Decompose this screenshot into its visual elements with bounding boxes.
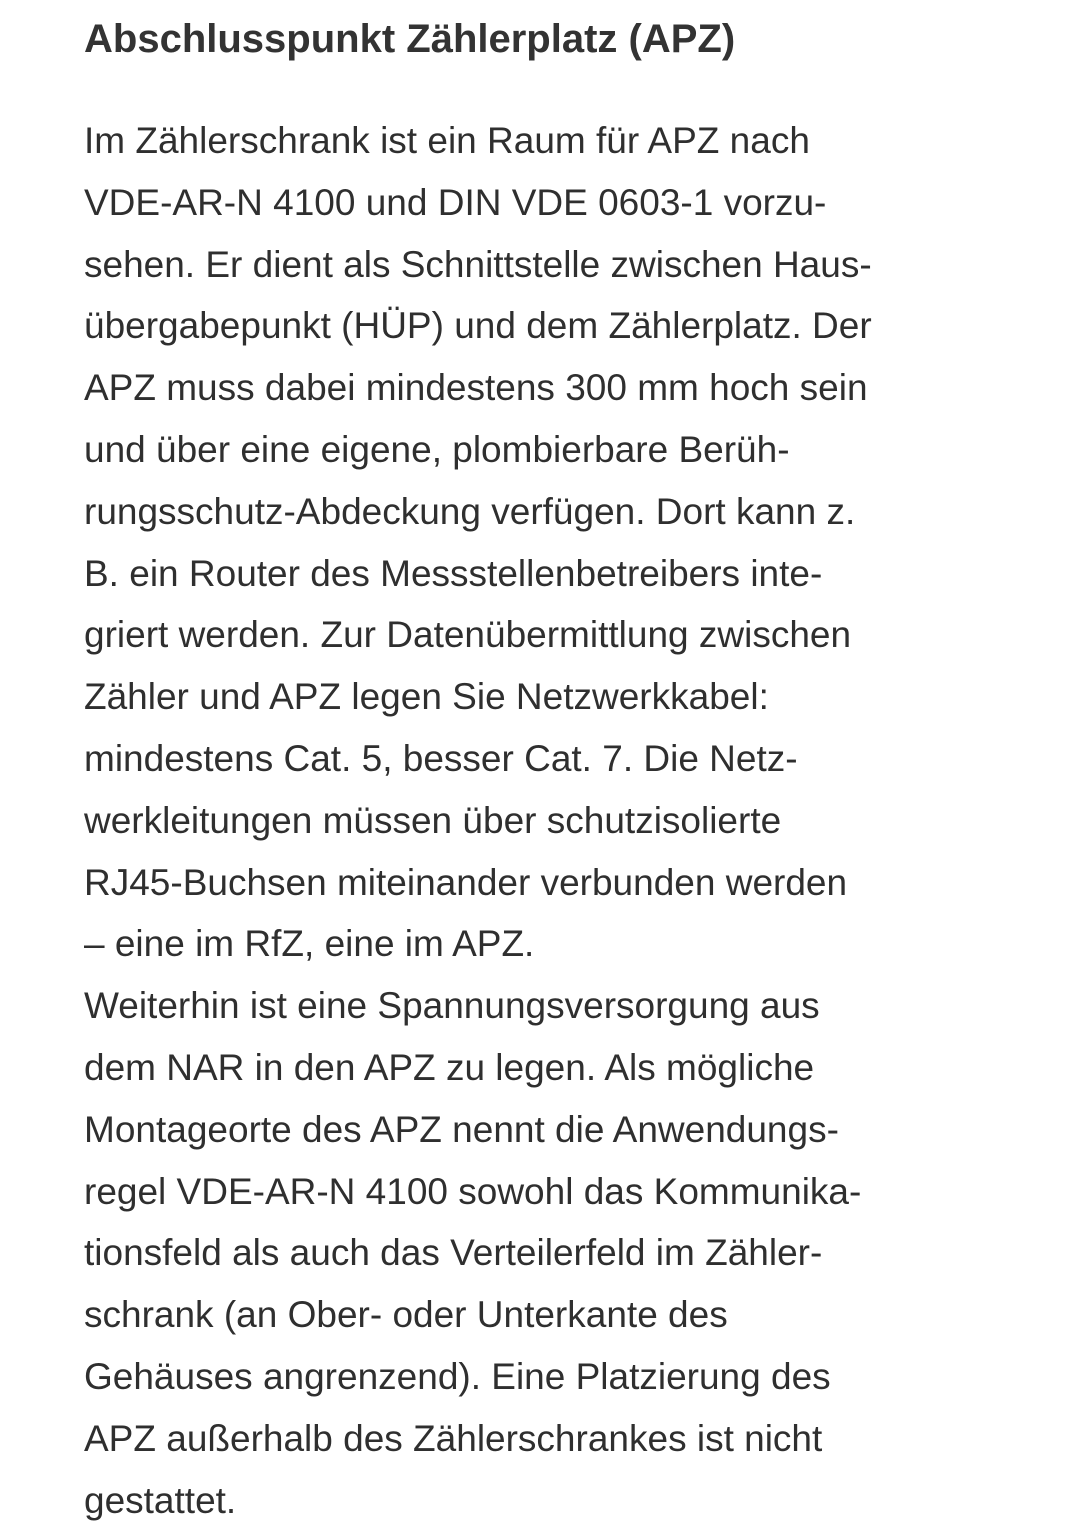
article-title: Abschlusspunkt Zählerplatz (APZ): [84, 17, 736, 61]
text-line: rungsschutz-Abdeckung verfügen. Dort kann z.: [84, 490, 856, 532]
text-line: Montageorte des APZ nennt die Anwendungs-: [84, 1108, 839, 1150]
text-line: und über eine eigene, plombierbare Berüh-: [84, 428, 790, 470]
text-line: tionsfeld als auch das Verteilerfeld im Zähler-: [84, 1232, 823, 1274]
text-line: – eine im RfZ, eine im APZ.: [84, 923, 535, 965]
text-line: schrank (an Ober- oder Unterkante des: [84, 1294, 728, 1336]
text-line: RJ45-Buchsen miteinander verbunden werden: [84, 861, 848, 903]
text-line: Zähler und APZ legen Sie Netzwerkkabel:: [84, 676, 769, 718]
text-line: APZ muss dabei mindestens 300 mm hoch sein: [84, 367, 868, 409]
text-line: B. ein Router des Messstellenbetreibers inte-: [84, 552, 823, 594]
text-line: Gehäuses angrenzend). Eine Platzierung des: [84, 1355, 831, 1397]
text-line: sehen. Er dient als Schnittstelle zwischen Haus-: [84, 243, 872, 285]
text-line: regel VDE-AR-N 4100 sowohl das Kommunika-: [84, 1170, 862, 1212]
article: [84, 14, 1014, 1531]
text-line: griert werden. Zur Datenübermittlung zwischen: [84, 614, 852, 656]
text-line: gestattet.: [84, 1479, 237, 1521]
text-line: dem NAR in den APZ zu legen. Als mögliche: [84, 1046, 815, 1088]
text-line: übergabepunkt (HÜP) und dem Zählerplatz. Der: [84, 305, 872, 347]
text-line: Weiterhin ist eine Spannungsversorgung aus: [84, 985, 820, 1027]
text-line: VDE-AR-N 4100 und DIN VDE 0603-1 vorzu-: [84, 181, 827, 223]
article-paragraph-1: [84, 110, 1014, 975]
text-line: mindestens Cat. 5, besser Cat. 7. Die Netz-: [84, 737, 798, 779]
article-paragraph-2: [84, 975, 1014, 1531]
text-line: werkleitungen müssen über schutzisolierte: [84, 799, 782, 841]
text-line: Im Zählerschrank ist ein Raum für APZ nach: [84, 120, 810, 161]
text-line: APZ außerhalb des Zählerschrankes ist nicht: [84, 1417, 823, 1459]
